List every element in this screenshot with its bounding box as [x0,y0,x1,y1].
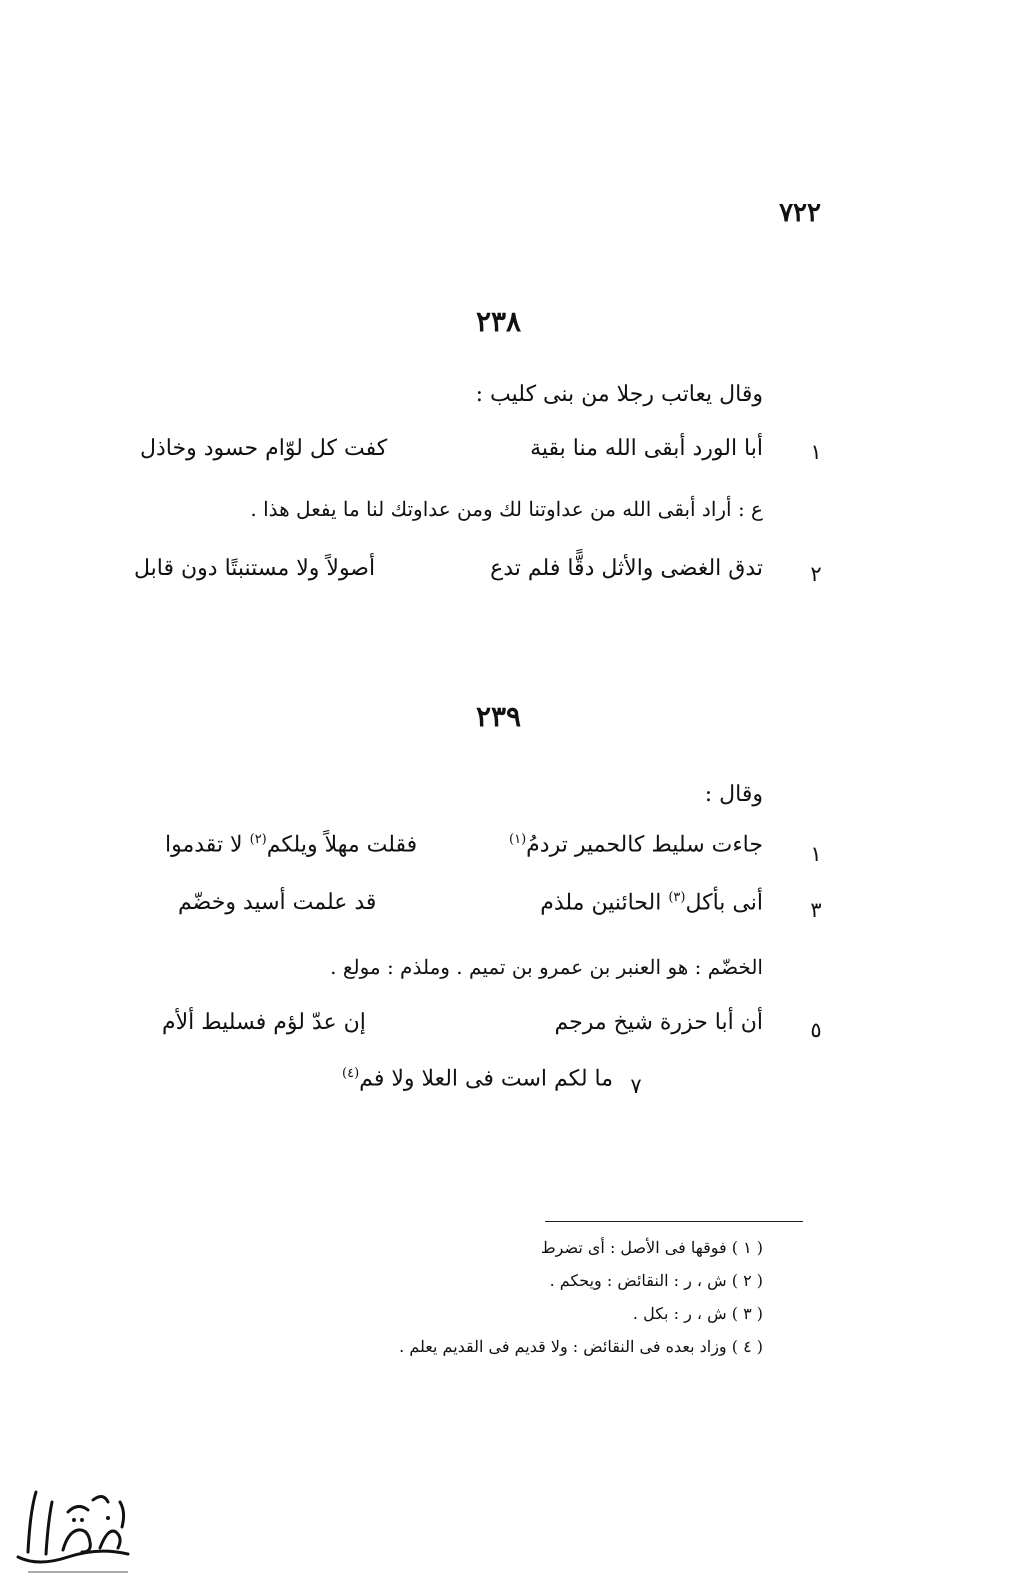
verse-text: ما لكم است فى العلا ولا فم [359,1066,613,1092]
verse-number: ١ [810,842,822,866]
verse-text: أنى بأكل [685,890,763,916]
footnote-ref: (٢) [249,832,267,847]
verse-number: ١ [810,440,822,464]
verse-text: لا تقدموا [165,832,243,858]
verse-second-hemistich: إن عدّ لؤم فسليط ألأم [162,1010,366,1035]
poem-intro: وقال : [704,782,763,807]
verse-second-hemistich: كفت كل لوّام حسود وخاذل [140,436,388,461]
verse-text: الحائنين ملذم [540,890,662,916]
poem-intro: وقال يعاتب رجلا من بنى كليب : [475,382,763,407]
page-number: ٧٢٢ [779,198,821,228]
footnote-separator [545,1221,803,1222]
footnote: ( ٤ ) وزاد بعده فى النقائض : ولا قديم فى القديم يعلم . [399,1337,763,1356]
verse-second-hemistich: أصولاً ولا مستنبتًا دون قابل [134,556,376,581]
footnote-ref: (١) [509,832,527,847]
verse-first-hemistich: أبا الورد أبقى الله منا بقية [530,436,763,461]
verse-first-hemistich [342,1066,613,1091]
verse-first-hemistich: أن أبا حزرة شيخ مرجم [554,1010,763,1035]
footnote-ref: (٣) [668,890,686,905]
footnote: ( ٣ ) ش ، ر : بكل . [632,1304,763,1323]
footnote: ( ٢ ) ش ، ر : النقائض : ويحكم . [549,1271,763,1290]
footnote-ref: (٤) [342,1066,360,1081]
verse-commentary: ع : أراد أبقى الله من عداوتنا لك ومن عداوتك لنا ما يفعل هذا . [250,497,763,521]
verse-second-hemistich [165,832,417,857]
verse-first-hemistich: تدق الغضى والأثل دقًّا فلم تدع [490,556,763,581]
verse-text: فقلت مهلاً ويلكم [266,832,418,858]
verse-commentary: الخضّم : هو العنبر بن عمرو بن تميم . وملذم : مولع . [330,955,763,979]
verse-second-hemistich: قد علمت أسيد وخضّم [178,890,377,915]
verse-text: جاءت سليط كالحمير تردمُ [526,832,763,858]
verse-first-hemistich [509,832,763,857]
poem-number: ٢٣٩ [475,700,522,733]
verse-first-hemistich [540,890,763,915]
verse-number: ٣ [810,898,822,922]
footnote: ( ١ ) فوقها فى الأصل : أى تضرط [540,1238,763,1257]
calligraphy-logo [8,1472,143,1582]
verse-number: ٧ [630,1074,642,1098]
verse-number: ٢ [810,562,822,586]
poem-number: ٢٣٨ [475,305,522,338]
verse-number: ٥ [810,1018,822,1042]
